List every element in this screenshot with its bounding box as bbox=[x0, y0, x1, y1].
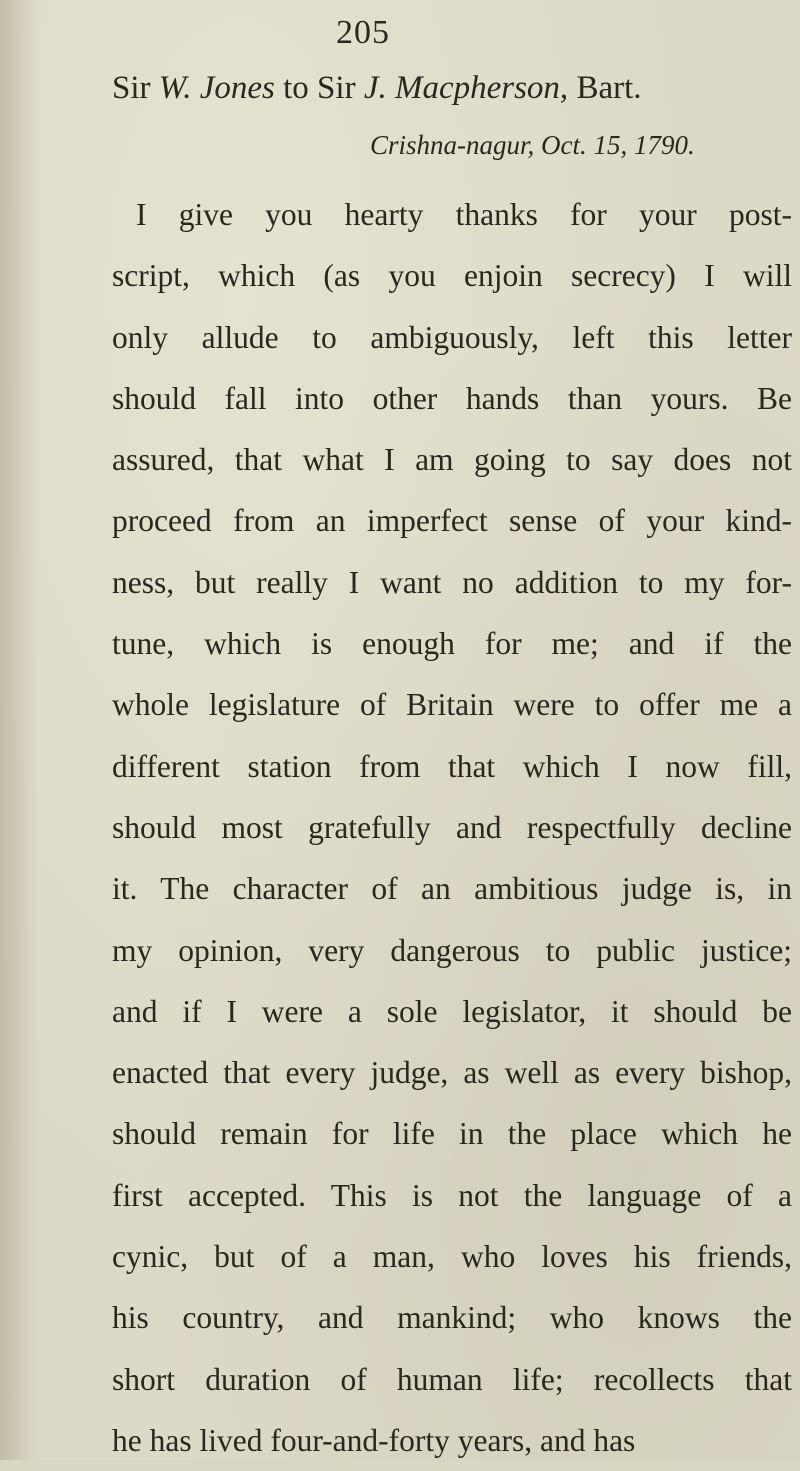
text-line: he has lived four-and-forty years, and has bbox=[112, 1422, 636, 1458]
letter-heading bbox=[112, 70, 792, 107]
text-line: proceed from an imperfect sense of your kind- bbox=[112, 503, 792, 539]
text-line: his country, and mankind; who knows the bbox=[112, 1300, 792, 1336]
text-line: and if I were a sole legislator, it should be bbox=[112, 993, 792, 1029]
heading-to: to Sir bbox=[274, 70, 364, 106]
text-line: script, which (as you enjoin secrecy) I will bbox=[112, 258, 792, 294]
heading-suffix: Bart. bbox=[568, 70, 642, 106]
text-line: should remain for life in the place which he bbox=[112, 1116, 792, 1152]
text-line: ness, but really I want no addition to my for- bbox=[112, 564, 792, 600]
text-line: should most gratefully and respectfully decline bbox=[112, 809, 792, 845]
text-line: different station from that which I now fill, bbox=[112, 748, 792, 784]
text-line: short duration of human life; recollects that bbox=[112, 1361, 792, 1397]
text-line: only allude to ambiguously, left this letter bbox=[112, 319, 792, 355]
text-line: cynic, but of a man, who loves his friends, bbox=[112, 1239, 792, 1275]
heading-prefix: Sir bbox=[112, 70, 159, 106]
text-line: my opinion, very dangerous to public justice; bbox=[112, 932, 792, 968]
text-line: I give you hearty thanks for your post- bbox=[136, 197, 792, 232]
dateline: Crishna-nagur, Oct. 15, 1790. bbox=[370, 130, 695, 160]
heading-recipient: J. Macpherson, bbox=[363, 70, 569, 106]
letter-body bbox=[112, 184, 792, 1471]
text-line: assured, that what I am going to say does not bbox=[112, 442, 792, 478]
page-number: 205 bbox=[336, 14, 390, 51]
text-line: it. The character of an ambitious judge is, in bbox=[112, 871, 792, 907]
text-line: tune, which is enough for me; and if the bbox=[112, 626, 792, 662]
text-line: first accepted. This is not the language of a bbox=[112, 1177, 792, 1213]
text-line: should fall into other hands than yours. Be bbox=[112, 380, 792, 416]
heading-sender: W. Jones bbox=[158, 70, 275, 106]
text-line: enacted that every judge, as well as every bishop, bbox=[112, 1055, 792, 1091]
page-edge-shadow bbox=[0, 0, 40, 1460]
text-line: whole legislature of Britain were to offer me a bbox=[112, 687, 792, 723]
